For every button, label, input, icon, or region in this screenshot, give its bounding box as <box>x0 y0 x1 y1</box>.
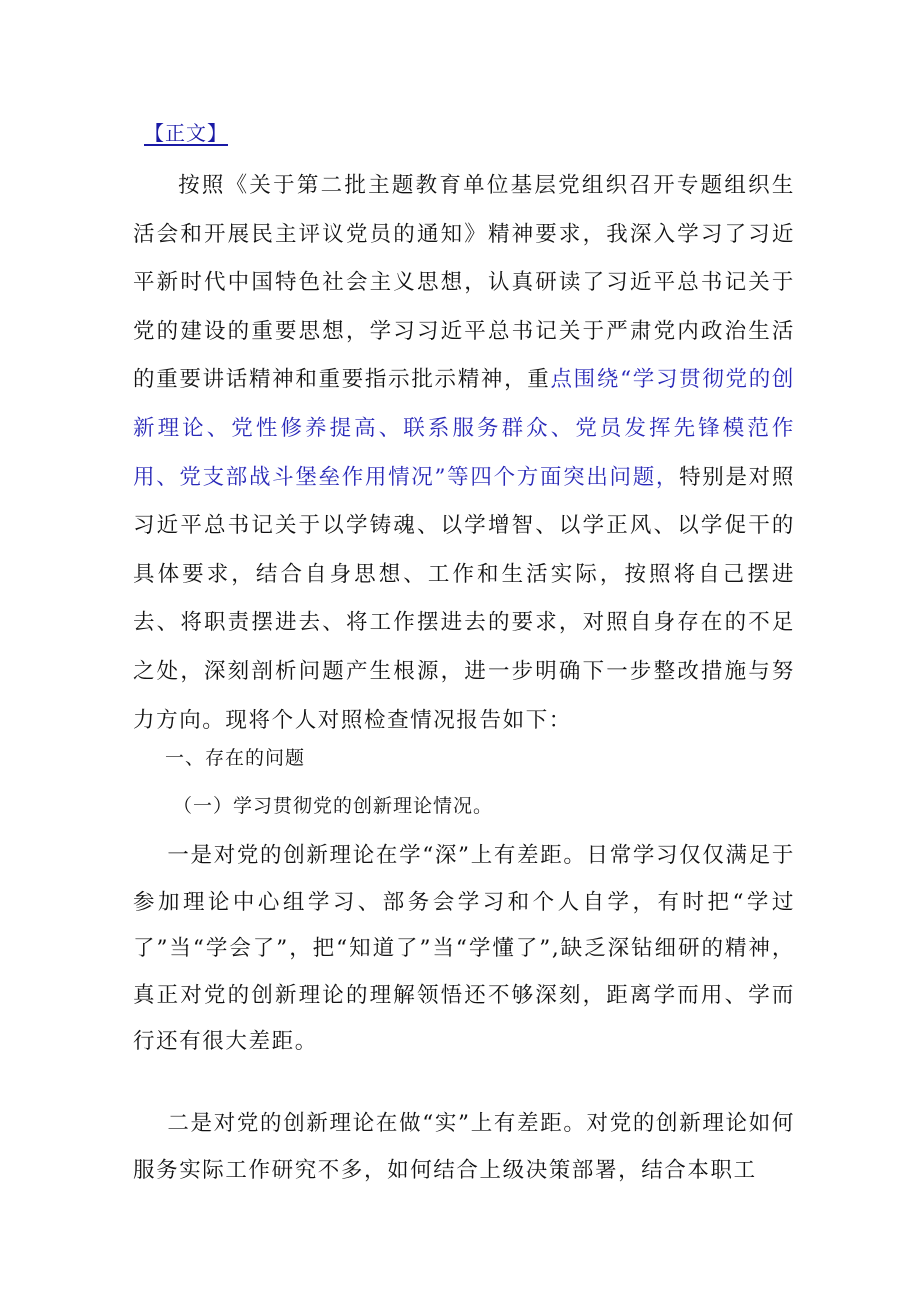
intro-paragraph <box>133 162 795 745</box>
intro-highlight-text: 点围绕“学习贯彻党的创新理论、党性修养提高、联系服务群众、党员发挥先锋模范作用、党支部战斗堡垒作用情况”等四个方面突出问题， <box>133 367 796 490</box>
section-heading: 一、存在的问题 <box>165 747 306 769</box>
intro-text-part1: 按照《关于第二批主题教育单位基层党组织召开专题组织生活会和开展民主评议党员的通知》精神要求，我深入学习了习近平新时代中国特色社会主义思想，认真研读了习近平总书记关于党的建设的重要思想，学习习近平总书记关于严肃党内政治生活的重要讲话精神和重要指示批示精神，重 <box>133 173 795 393</box>
main-text-link[interactable]: 【正文】 <box>144 121 228 145</box>
issue-paragraph-2: 二是对党的创新理论在做“实”上有差距。对党的创新理论如何服务实际工作研究不多，如何结合上级决策部署，结合本职工 <box>133 1111 795 1183</box>
subsection-heading: （一）学习贯彻党的创新理论情况。 <box>173 795 494 817</box>
intro-text-part2: 特别是对照习近平总书记关于以学铸魂、以学增智、以学正风、以学促干的具体要求，结合自身思想、工作和生活实际，按照将自己摆进去、将职责摆进去、将工作摆进去的要求，对照自身存在的不足之处，深刻剖析问题产生根源，进一步明确下一步整改措施与努力方向。现将个人对照检查情况报告如下： <box>133 464 795 733</box>
issue-paragraph-1: 一是对党的创新理论在学“深”上有差距。日常学习仅仅满足于参加理论中心组学习、部务会学习和个人自学，有时把“学过了”当“学会了”，把“知道了”当“学懂了”,缺乏深钻细研的精神，真正对党的创新理论的理解领悟还不够深刻，距离学而用、学而行还有很大差距。 <box>133 843 795 1054</box>
